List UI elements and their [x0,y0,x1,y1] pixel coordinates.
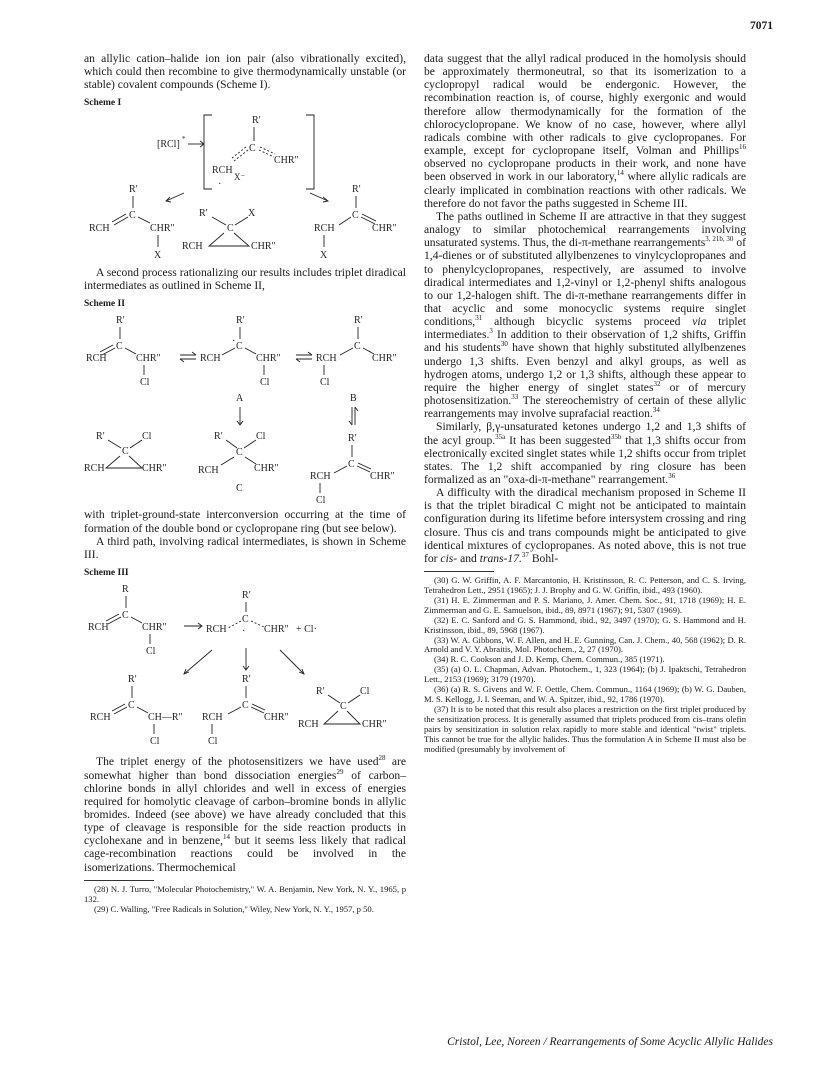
paragraph: The triplet energy of the photosensitizers we have used$^{28}$ are somewhat higher than bond dissociation energies$^{29}$ of carbon–chlorine bonds in allyl chlorides and well in excess of energies required for homolytic cleavage of carbon–bromine bonds in allylic bromides. Indeed (see above) we have already concluded that this type of cleavage is responsible for the side reaction products in cyclohexane and in benzene,$^{14}$ but it seems less likely that radical cage-recombination reactions could be involved in the isomerizations. Thermochemical [84,754,406,874]
bond [228,707,241,714]
scheme-text: CH—R″ [148,712,183,724]
scheme-text: + Cl· [296,624,317,636]
scheme-text: R′ [242,674,251,686]
bond [112,214,126,222]
bond [131,617,142,623]
scheme-text: CHR″ [251,240,276,252]
scheme-text: R′ [354,315,363,327]
scheme-text: C [129,209,136,221]
scheme-text: C [352,209,359,221]
bond [357,466,370,472]
page-number: 7071 [750,20,773,32]
footnote: (35) (a) O. L. Chapman, Advan. Photochem., 1, 323 (1964); (b) J. Ipaktschi, Tetrahedron Lett., 2153 (1969); 3179 (1970). [424,664,746,685]
bond [130,440,142,448]
scheme-text: CHR″ [362,719,387,731]
scheme-text: X [248,207,256,219]
scheme-text: Cl [142,431,152,443]
scheme-text: RCH [202,712,223,724]
scheme-text: Cl [150,736,160,748]
scheme-text: R′ [236,315,245,327]
scheme-text: C [122,446,129,458]
scheme-text: C [354,341,361,353]
scheme-text: R′ [252,114,261,126]
footnote: (37) It is to be noted that this result also places a restriction on the first triplet produced by the sensitization process. It is generally assumed that triplets produced from cis–trans olefin pairs by sensitization in solution relax rapidly to more stable and identical "twist" triplets. This cannot be true for the allylic halides. Thus the formulation A in Scheme II must also be modified (presumably by involvement of [424,703,746,754]
scheme-text: Cl [256,431,266,443]
scheme-3-label: Scheme III [84,568,129,579]
bond [334,466,347,473]
bond [339,217,351,225]
scheme-text: RCH [316,353,337,365]
scheme-text: · [232,336,236,348]
bracket-left [204,115,212,189]
bond [328,695,340,703]
label-a: A [236,393,244,405]
scheme-text: CHR″ [254,463,279,475]
scheme-text: CHR″ [264,712,289,724]
scheme-text: C [128,700,135,712]
scheme-text: CHR″ [142,463,167,475]
scheme-text: CHR″ [274,154,299,166]
scheme-1-diagram [84,113,406,263]
scheme-text: Cl [320,377,330,389]
scheme-text: CHR″ [372,222,397,234]
scheme-text: R′ [116,315,125,327]
bond [138,217,150,223]
scheme-1-label: Scheme I [84,98,122,109]
paragraph: an allylic cation–halide ion ion pair (also vibrationally excited), which could then recombine to give thermodynamically unstable (or stable) covalent compounds (Scheme I). [84,52,406,92]
scheme-text: RCH [206,624,227,636]
scheme-text: R′ [352,183,361,195]
scheme-2-diagram [84,313,406,505]
paragraph: A second process rationalizing our results includes triplet diradical intermediates as outlined in Scheme II, [84,265,406,292]
scheme-text: Cl [208,736,218,748]
bracket-right [306,115,314,189]
scheme-text: C [227,222,234,234]
footnote: (31) H. E. Zimmerman and P. S. Mariano, J. Amer. Chem. Soc., 91, 1718 (1969); H. E. Zimmerman and G. E. Samuelson, ibid., 89, 8971 (1967); 91, 5307 (1969). [424,594,746,615]
scheme-text: C [249,142,256,154]
scheme-text: CHR″ [264,624,289,636]
bond [340,348,353,355]
bond [235,217,248,225]
bond [232,147,248,161]
scheme-text: R′ [214,431,223,443]
bond [228,621,241,628]
footnote-rule [84,880,154,881]
reaction-arrow [184,650,212,674]
scheme-text: RCH [314,222,335,234]
scheme-text: [RCl] [157,138,180,150]
scheme-text: R [122,584,129,596]
paragraph: with triplet-ground-state interconversion occurring at the time of formation of the double bond or cyclopropane ring (but see below). [84,508,406,535]
bond [112,704,125,711]
left-column [84,52,406,914]
scheme-text: RCH [88,622,109,634]
equilibrium-arrow [349,407,358,425]
paragraph: Similarly, β,γ-unsaturated ketones undergo 1,2 and 1,3 shifts of the acyl group.$^{35a}$ It has been suggested$^{35b}$ that 1,3 shifts occur from electronically excited singlet states while 1,2 shifts occur from triplet states. The 1,2 shift accompanied by ring closure has been formalized as an "oxa-di-π-methane" rearrangement.$^{36}$ [424,420,746,486]
scheme-text: Cl [260,377,270,389]
reaction-arrow [310,193,328,201]
bond [137,707,148,713]
scheme-text: C [340,701,347,713]
scheme-text: · [242,626,246,638]
footnote: (36) (a) R. S. Givens and W. F. Oettle, Chem. Commun., 1164 (1969); (b) W. G. Dauben, M. S. Kellogg, J. I. Seeman, and W. A. Spitzer, ibid., 92, 1786 (1970). [424,684,746,704]
scheme-text: C [348,459,355,471]
scheme-text: RCH [84,463,105,475]
scheme-text: RCH [212,164,233,176]
scheme-text: R′ [199,207,208,219]
scheme-2-label: Scheme II [84,299,125,310]
bond [221,457,234,465]
ring [106,456,142,468]
scheme-text: RCH [182,240,203,252]
bond [125,348,136,354]
bond [108,440,121,448]
bond [362,214,376,221]
bond [212,217,226,225]
scheme-text: X [320,249,328,261]
bond [100,345,113,352]
scheme-text: * [182,134,186,143]
bond [106,614,119,621]
footnote-rule [424,571,494,572]
scheme-text: CHR″ [150,222,175,234]
paragraph: A difficulty with the diradical mechanism proposed in Scheme II is that the triplet biradical C might not be anticipated to maintain configuration during its lifetime before intersystem crossing and ring closure. Thus cis and trans compounds might be anticipated to give identical mixtures of cyclopropanes. As noted above, this is not true for cis- and trans-17.37 Bohl- [424,486,746,565]
scheme-text: CHR″ [372,353,397,365]
scheme-3-diagram [84,582,406,752]
footnote: (34) R. C. Cookson and J. D. Kemp, Chem. Commun., 385 (1971). [434,654,665,665]
label-b: B [350,393,357,405]
footnotes [84,885,406,915]
scheme-text: R′ [96,431,105,443]
scheme-text: Cl [140,377,150,389]
bond [114,217,128,225]
scheme-text: Cl [316,495,326,506]
equilibrium-arrow [296,352,312,362]
scheme-text: C [242,614,249,626]
scheme-text: CHR″ [370,471,395,483]
scheme-text: RCH [89,222,110,234]
scheme-text: · [368,347,372,359]
bond [252,704,265,710]
scheme-text: R′ [316,686,325,698]
scheme-text: X⁻ [234,171,246,182]
bond [222,348,235,355]
footnote: (32) E. C. Sanford and G. S. Hammond, ibid., 92, 3497 (1970); G. S. Hammond and H. Kristinsson, ibid., 89, 5968 (1967). [424,614,746,635]
scheme-text: R′ [129,183,138,195]
scheme-text: C [116,341,123,353]
scheme-text: R′ [242,590,251,602]
footnote: (33) W. A. Gibbons, W. F. Allen, and H. E. Gunning, Can. J. Chem., 40, 568 (1962); D. R. Arnold and V. Y. Abraitis, Mol. Photochem., 2, 27 (1970). [424,634,746,655]
scheme-text: C [236,447,243,459]
bond [251,707,264,713]
scheme-text: RCH [198,465,219,477]
scheme-text: RCH [310,471,331,483]
ring [324,711,360,724]
scheme-text: RCH [200,353,221,365]
paragraph: A third path, involving radical intermediates, is shown in Scheme III. [84,534,406,561]
ring [209,233,249,246]
scheme-text: · [218,178,222,190]
footnote: (30) G. W. Griffin, A. F. Marcantonio, H. Kristinsson, R. C. Petterson, and C. S. Irving, Tetrahedron Lett., 2951 (1965); J. J. Brophy and G. W. Griffin, ibid., 493 (1960). [424,575,746,595]
running-footer: Cristol, Lee, Noreen / Rearrangements of Some Acyclic Allylic Halides [447,1036,773,1048]
paragraph: data suggest that the allyl radical produced in the homolysis should be approximately thermoneutral, so that its isomerization to a cyclopropyl radical would be endergonic. However, the recombination reaction is, of course, highly exergonic and would therefore allow thermodynamically for the formation of the chlorocyclopropane. We know of no case, however, where allyl radicals combine with other radicals to give cyclopropanes. For example, except for cyclopropane itself, Volman and Phillips$^{16}$ observed no cyclopropane products in their work, and none have been observed in work in our laboratory,$^{14}$ where allylic radicals are clearly implicated in combination reactions with other radicals. We therefore do not favor the paths suggested in Scheme III. [424,52,747,210]
scheme-text: C [236,341,243,353]
scheme-text: CHR″ [256,353,281,365]
scheme-text: R′ [348,433,357,445]
bond [244,440,256,448]
scheme-text: CHR″ [136,353,161,365]
scheme-text: CHR″ [142,622,167,634]
equilibrium-arrow [180,352,196,362]
bond [245,348,256,354]
scheme-text: R′ [128,674,137,686]
bond [259,147,275,157]
scheme-text: RCH [298,719,319,731]
scheme-text: RCH [90,712,111,724]
footnotes [424,576,746,754]
footnote: (29) C. Walling, "Free Radicals in Solution," Wiley, New York, N. Y., 1957, p 50. [94,903,374,914]
reaction-arrow [166,193,184,201]
label-c: C [236,483,243,495]
right-column [424,52,746,754]
scheme-text: C [242,700,249,712]
paragraph: The paths outlined in Scheme II are attractive in that they suggest analogy to similar photochemical rearrangements involving unsaturated systems. Thus, the di-π-methane rearrangements$^{3, 21b, 30}$ of 1,4-dienes or of substituted allylbenzenes to vinylcyclopropanes and to phenylcyclopropanes, respectively, are assumed to involve diradical intermediates and 1,2-vinyl or 1,2-phenyl shifts analogous to our 1,2-halogen shift. The di-π-methane rearrangements differ in that acyclic and some monocyclic systems require singlet conditions,$^{31}$ although bicyclic systems proceed via triplet intermediates.$^3$ In addition to their observation of 1,2 shifts, Griffin and his students$^{30}$ have shown that highly substituted allylbenzenes undergo 1,3 shifts. Even benzyl and alkyl groups, as well as hydrogen atoms, undergo 1,2 or 1,3 shifts, although these appear to require the higher energy of singlet states$^{32}$ or of mercury photosensitization.$^{33}$ The stereochemistry of certain of these allylic rearrangements may involve suprafacial reaction.$^{34}$ [424,209,747,421]
scheme-text: Cl [146,646,156,658]
bond [348,695,360,703]
bond [108,617,121,624]
scheme-text: X [154,249,162,261]
scheme-text: Cl [360,686,370,698]
footnote: (28) N. J. Turro, "Molecular Photochemistry," W. A. Benjamin, New York, N. Y., 1965, p 132. [84,883,406,904]
reaction-arrow [280,650,304,674]
scheme-text: C [122,610,129,622]
bond [114,707,127,714]
bond [251,621,264,627]
bond [358,463,371,469]
scheme-text: RCH [86,353,107,365]
